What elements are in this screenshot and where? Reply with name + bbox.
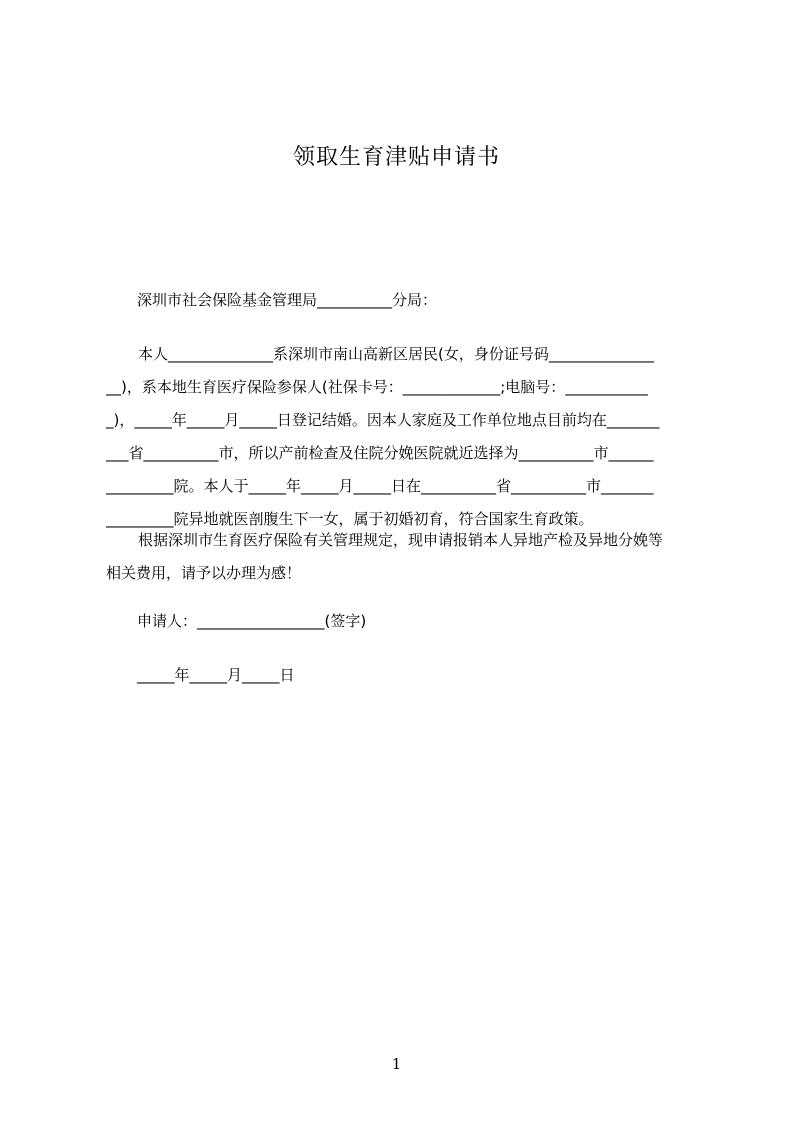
paragraph-line: 根据深圳市生育医疗保险有关管理规定，现申请报销本人异地产检及异地分娩等 bbox=[138, 531, 664, 549]
date-line: _____年_____月_____日 bbox=[137, 666, 295, 684]
document-title: 领取生育津贴申请书 bbox=[292, 145, 500, 170]
paragraph-line: _)，_____年_____月_____日登记结婚。因本人家庭及工作单位地点目前均在_______ bbox=[106, 411, 660, 429]
paragraph-personal-info bbox=[106, 338, 698, 536]
paragraph-line: __)，系本地生育医疗保险参保人(社保卡号：_____________;电脑号：___________ bbox=[106, 378, 648, 396]
paragraph-line: _________院。本人于_____年_____月_____日在__________省__________市_______ bbox=[106, 477, 654, 495]
paragraph-line: _________院异地就医剖腹生下一女，属于初婚初育，符合国家生育政策。 bbox=[106, 510, 594, 528]
paragraph-line: 相关费用，请予以办理为感！ bbox=[106, 564, 302, 582]
addressee-line: 深圳市社会保险基金管理局__________分局： bbox=[137, 291, 438, 309]
applicant-signature-line: 申请人：_________________(签字) bbox=[137, 612, 367, 630]
paragraph-line: ___省__________市，所以产前检查及住院分娩医院就近选择为__________市______ bbox=[106, 444, 654, 462]
paragraph-request bbox=[106, 524, 698, 590]
page-number: 1 bbox=[391, 1055, 402, 1073]
paragraph-line: 本人______________系深圳市南山高新区居民(女，身份证号码______________ bbox=[138, 345, 654, 363]
